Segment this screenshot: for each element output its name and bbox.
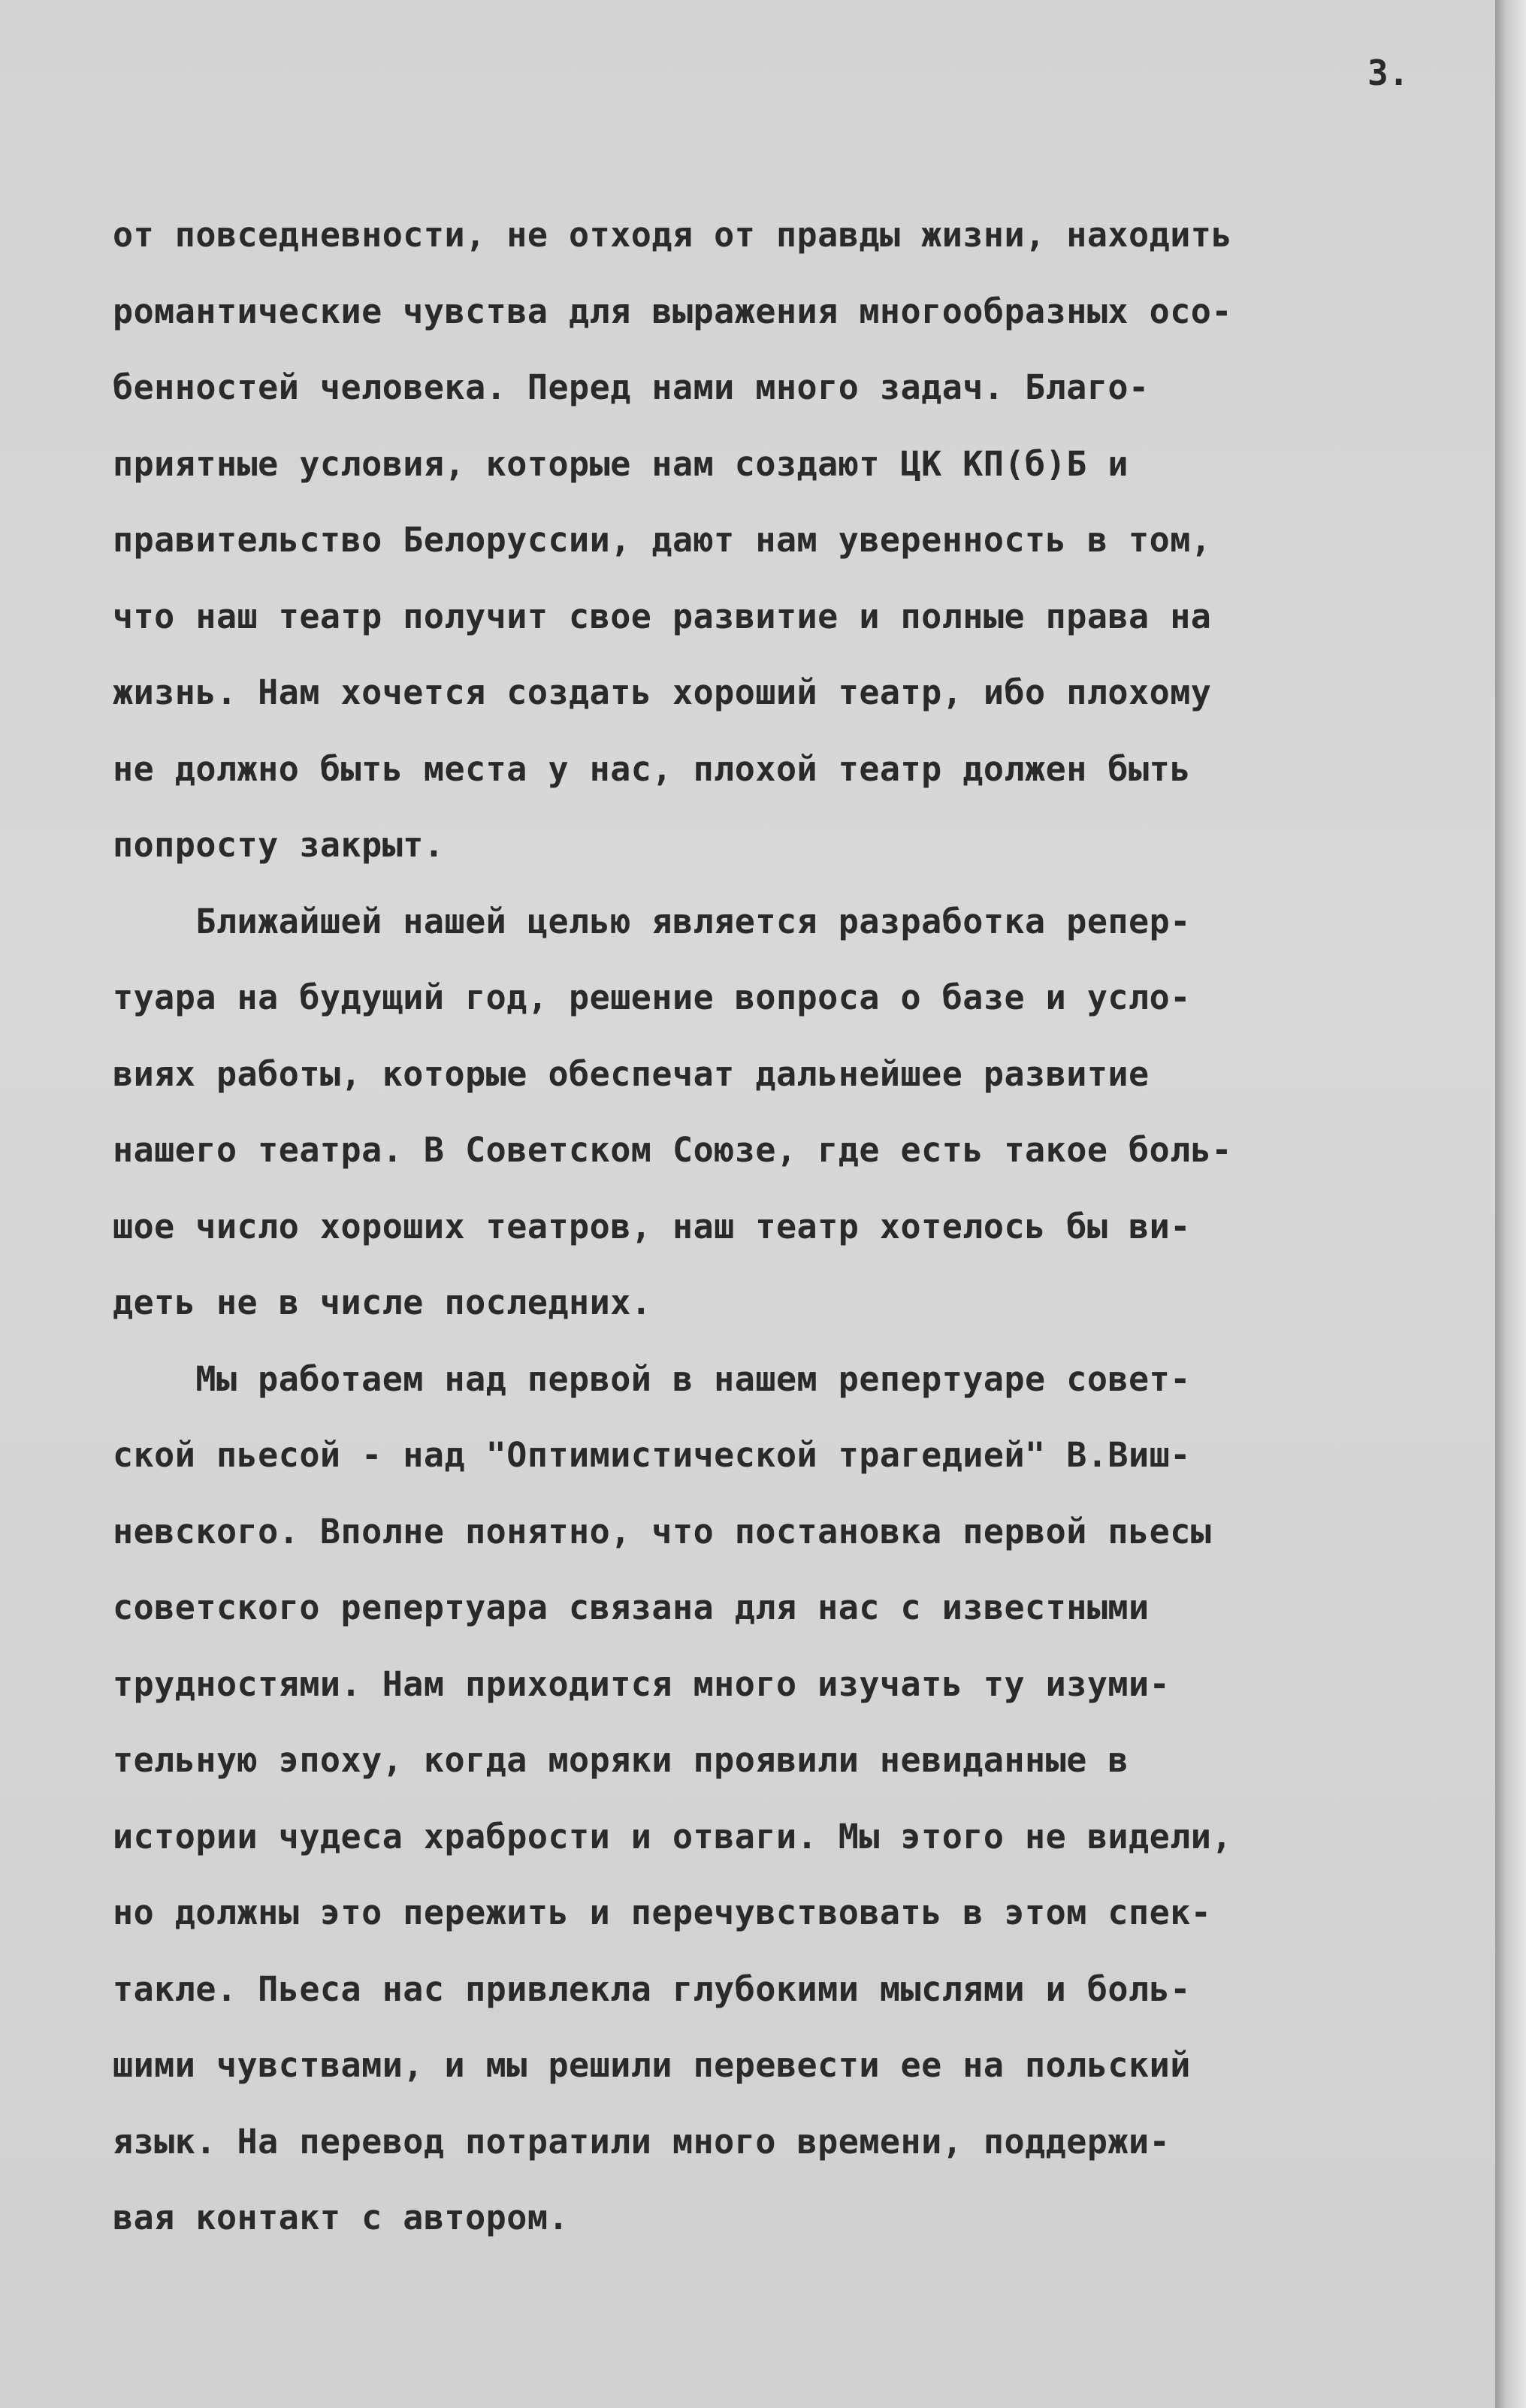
text-line: тельную эпоху, когда моряки проявили невиданные в [113, 1740, 1129, 1780]
text-line: вая контакт с автором. [113, 2198, 570, 2237]
text-line: советского репертуара связана для нас с известными [113, 1588, 1150, 1627]
text-line: деть не в числе последних. [113, 1283, 652, 1322]
text-line: попросту закрыт. [113, 825, 445, 865]
text-line: трудностями. Нам приходится много изучать ту изуми- [113, 1663, 1171, 1704]
text-line: приятные условия, которые нам создают ЦК КП(б)Б и [113, 443, 1129, 484]
text-line: от повседневности, не отходя от правды жизни, находить [113, 215, 1232, 255]
text-line: язык. На перевод потратили много времени, поддержи- [113, 2121, 1171, 2162]
text-line: такле. Пьеса нас привлекла глубокими мыслями и боль- [113, 1968, 1191, 2009]
page-edge-shadow [1495, 0, 1526, 2408]
typed-text-body [113, 197, 1480, 2256]
text-line: туара на будущий год, решение вопроса о базе и усло- [113, 977, 1191, 1017]
text-line: ской пьесой - над "Оптимистической трагедией" В.Виш- [113, 1435, 1191, 1475]
text-line: виях работы, которые обеспечат дальнейшее развитие [113, 1053, 1150, 1094]
text-line: невского. Вполне понятно, что постановка первой пьесы [113, 1511, 1212, 1551]
text-line: нашего театра. В Советском Союзе, где есть такое боль- [113, 1130, 1232, 1170]
text-line: Ближайшей нашей целью является разработка репер- [113, 901, 1191, 941]
text-line: не должно быть места у нас, плохой театр должен быть [113, 748, 1191, 789]
text-line: романтические чувства для выражения многообразных осо- [113, 291, 1232, 331]
text-line: Мы работаем над первой в нашем репертуаре совет- [113, 1358, 1191, 1399]
text-line: жизнь. Нам хочется создать хороший театр, ибо плохому [113, 672, 1212, 712]
text-line: что наш театр получит свое развитие и полные права на [113, 596, 1212, 636]
text-line: правительство Белоруссии, дают нам уверенность в том, [113, 520, 1212, 560]
text-line: шими чувствами, и мы решили перевести ее на польский [113, 2045, 1191, 2085]
text-line: бенностей человека. Перед нами много задач. Благо- [113, 367, 1150, 407]
page-number: 3. [1367, 53, 1410, 93]
text-line: истории чудеса храбрости и отваги. Мы этого не видели, [113, 1816, 1232, 1857]
text-line: но должны это пережить и перечувствовать в этом спек- [113, 1893, 1212, 1932]
text-line: шое число хороших театров, наш театр хотелось бы ви- [113, 1206, 1191, 1246]
